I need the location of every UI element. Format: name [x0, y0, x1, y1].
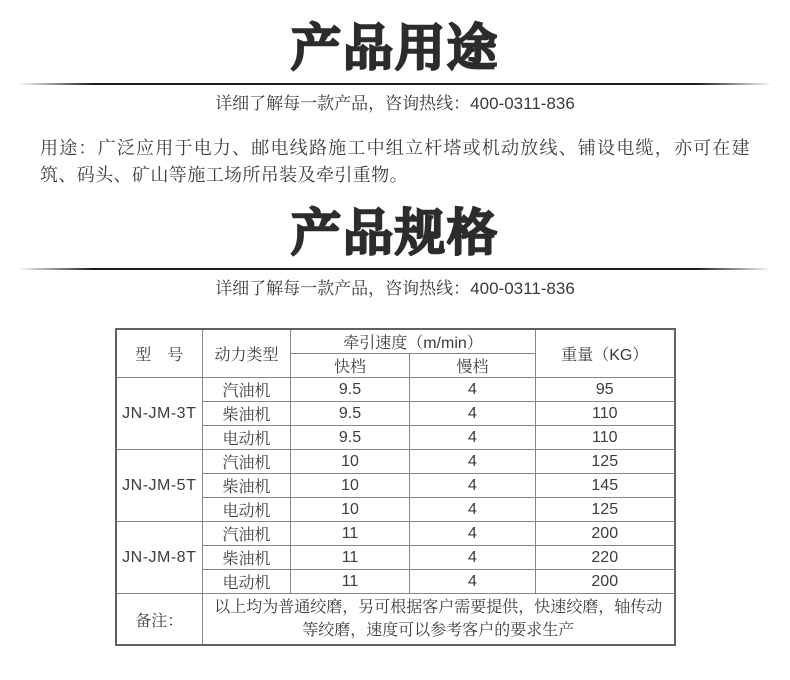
usage-hotline-text: 详细了解每一款产品，咨询热线：400-0311-836	[215, 94, 575, 113]
col-header-speed-fast: 快档	[291, 354, 410, 378]
col-header-speed-group: 牵引速度（m/min）	[291, 329, 536, 354]
speed-slow-cell: 4	[410, 450, 536, 474]
col-header-model: 型 号	[116, 329, 203, 378]
speed-fast-cell: 11	[291, 570, 410, 594]
speed-fast-cell: 9.5	[291, 378, 410, 402]
power-type-cell: 柴油机	[203, 402, 291, 426]
power-type-cell: 汽油机	[203, 450, 291, 474]
power-type-cell: 电动机	[203, 570, 291, 594]
speed-slow-cell: 4	[410, 378, 536, 402]
speed-fast-cell: 9.5	[291, 402, 410, 426]
model-cell: JN-JM-3T	[116, 378, 203, 450]
table-row	[116, 378, 675, 402]
weight-cell: 200	[536, 570, 675, 594]
weight-cell: 125	[536, 498, 675, 522]
speed-fast-cell: 10	[291, 450, 410, 474]
speed-fast-cell: 11	[291, 546, 410, 570]
power-type-cell: 柴油机	[203, 546, 291, 570]
weight-cell: 125	[536, 450, 675, 474]
weight-cell: 200	[536, 522, 675, 546]
power-type-cell: 汽油机	[203, 522, 291, 546]
weight-cell: 95	[536, 378, 675, 402]
col-header-weight: 重量（KG）	[536, 329, 675, 378]
weight-cell: 110	[536, 402, 675, 426]
speed-slow-cell: 4	[410, 546, 536, 570]
speed-fast-cell: 10	[291, 498, 410, 522]
speed-slow-cell: 4	[410, 570, 536, 594]
spec-section	[0, 189, 790, 646]
usage-description: 用途：广泛应用于电力、邮电线路施工中组立杆塔或机动放线、铺设电缆，亦可在建筑、码头、矿山等施工场所吊装及牵引重物。	[40, 138, 750, 185]
model-cell: JN-JM-8T	[116, 522, 203, 594]
speed-fast-cell: 9.5	[291, 426, 410, 450]
speed-slow-cell: 4	[410, 426, 536, 450]
power-type-cell: 柴油机	[203, 474, 291, 498]
spec-table-body	[116, 378, 675, 646]
speed-slow-cell: 4	[410, 402, 536, 426]
model-cell: JN-JM-5T	[116, 450, 203, 522]
speed-fast-cell: 11	[291, 522, 410, 546]
spec-title: 产品规格	[291, 205, 499, 261]
remark-line-1: 以上均为普通绞磨，另可根据客户需要提供，快速绞磨，轴传动	[214, 599, 663, 616]
power-type-cell: 电动机	[203, 498, 291, 522]
speed-slow-cell: 4	[410, 474, 536, 498]
power-type-cell: 电动机	[203, 426, 291, 450]
usage-title-divider	[18, 83, 772, 85]
weight-cell: 145	[536, 474, 675, 498]
remark-row	[116, 594, 675, 646]
table-row	[116, 450, 675, 474]
usage-title: 产品用途	[291, 20, 499, 76]
remark-label: 备注：	[116, 594, 203, 646]
weight-cell: 110	[536, 426, 675, 450]
speed-slow-cell: 4	[410, 522, 536, 546]
remark-text	[203, 594, 675, 646]
spec-title-divider	[18, 268, 772, 270]
remark-line-2: 等绞磨，速度可以参考客户的要求生产	[302, 622, 575, 639]
col-header-power-type: 动力类型	[203, 329, 291, 378]
col-header-speed-slow: 慢档	[410, 354, 536, 378]
usage-section	[0, 0, 790, 189]
spec-hotline-text: 详细了解每一款产品，咨询热线：400-0311-836	[215, 279, 575, 298]
power-type-cell: 汽油机	[203, 378, 291, 402]
weight-cell: 220	[536, 546, 675, 570]
speed-fast-cell: 10	[291, 474, 410, 498]
speed-slow-cell: 4	[410, 498, 536, 522]
spec-table	[115, 328, 676, 646]
table-row	[116, 522, 675, 546]
spec-table-header	[116, 329, 675, 378]
